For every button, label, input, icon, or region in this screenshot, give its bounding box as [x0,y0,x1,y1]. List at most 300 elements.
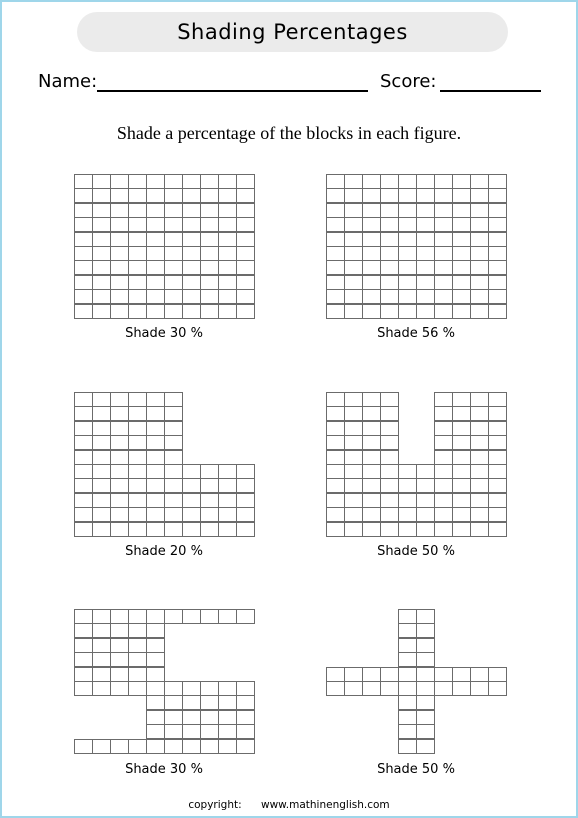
grid-cell[interactable] [128,275,147,290]
grid-cell[interactable] [74,421,93,436]
grid-cell[interactable] [92,435,111,450]
grid-cell[interactable] [236,246,255,261]
grid-cell[interactable] [218,522,237,537]
grid-cell[interactable] [146,406,165,421]
grid-cell[interactable] [92,652,111,667]
grid-cell[interactable] [416,739,435,754]
grid-cell[interactable] [398,478,417,493]
grid-cell[interactable] [470,260,489,275]
grid-cell[interactable] [470,667,489,682]
grid-cell[interactable] [218,493,237,508]
grid-cell[interactable] [164,695,183,710]
grid-cell[interactable] [326,478,345,493]
grid-cell[interactable] [164,188,183,203]
grid-cell[interactable] [398,275,417,290]
grid-cell[interactable] [488,435,507,450]
grid-cell[interactable] [128,304,147,319]
grid-cell[interactable] [362,289,381,304]
grid-cell[interactable] [74,304,93,319]
grid-cell[interactable] [416,507,435,522]
grid-cell[interactable] [380,478,399,493]
grid-cell[interactable] [146,667,165,682]
grid-cell[interactable] [398,493,417,508]
grid-cell[interactable] [182,174,201,189]
grid-cell[interactable] [470,478,489,493]
grid-cell[interactable] [74,478,93,493]
grid-cell[interactable] [236,739,255,754]
grid-cell[interactable] [110,493,129,508]
grid-cell[interactable] [128,623,147,638]
grid-cell[interactable] [128,478,147,493]
grid-cell[interactable] [236,289,255,304]
grid-cell[interactable] [434,232,453,247]
grid-cell[interactable] [398,464,417,479]
grid-cell[interactable] [110,246,129,261]
grid-cell[interactable] [488,667,507,682]
grid-cell[interactable] [416,304,435,319]
grid-cell[interactable] [452,217,471,232]
grid-cell[interactable] [380,667,399,682]
grid-cell[interactable] [110,174,129,189]
grid-cell[interactable] [200,710,219,725]
grid-cell[interactable] [92,289,111,304]
grid-cell[interactable] [470,421,489,436]
grid-cell[interactable] [344,217,363,232]
grid-cell[interactable] [164,435,183,450]
grid-cell[interactable] [128,421,147,436]
grid-cell[interactable] [434,289,453,304]
grid-cell[interactable] [92,260,111,275]
grid-cell[interactable] [380,464,399,479]
grid-cell[interactable] [110,203,129,218]
grid-cell[interactable] [452,667,471,682]
grid-cell[interactable] [344,174,363,189]
grid-cell[interactable] [362,406,381,421]
grid-cell[interactable] [344,522,363,537]
grid-cell[interactable] [218,188,237,203]
grid-cell[interactable] [92,739,111,754]
grid-cell[interactable] [128,681,147,696]
grid-cell[interactable] [416,464,435,479]
grid-cell[interactable] [146,695,165,710]
grid-cell[interactable] [92,421,111,436]
grid-cell[interactable] [398,203,417,218]
grid-cell[interactable] [236,188,255,203]
grid-cell[interactable] [164,421,183,436]
grid-cell[interactable] [110,450,129,465]
grid-cell[interactable] [182,260,201,275]
grid-cell[interactable] [362,217,381,232]
grid-cell[interactable] [416,522,435,537]
grid-cell[interactable] [164,710,183,725]
grid-cell[interactable] [218,724,237,739]
grid-cell[interactable] [344,289,363,304]
grid-cell[interactable] [236,695,255,710]
grid-cell[interactable] [434,421,453,436]
grid-cell[interactable] [416,203,435,218]
grid-cell[interactable] [74,609,93,624]
grid-cell[interactable] [182,493,201,508]
grid-cell[interactable] [452,464,471,479]
grid-cell[interactable] [218,710,237,725]
grid-cell[interactable] [182,739,201,754]
grid-cell[interactable] [398,724,417,739]
grid-cell[interactable] [146,493,165,508]
grid-cell[interactable] [200,681,219,696]
grid-cell[interactable] [236,275,255,290]
grid-cell[interactable] [74,652,93,667]
grid-cell[interactable] [74,450,93,465]
grid-cell[interactable] [164,681,183,696]
grid-cell[interactable] [128,450,147,465]
grid-cell[interactable] [164,724,183,739]
grid-cell[interactable] [146,478,165,493]
grid-cell[interactable] [74,275,93,290]
grid-cell[interactable] [164,493,183,508]
grid-cell[interactable] [200,232,219,247]
grid-cell[interactable] [452,681,471,696]
grid-cell[interactable] [200,739,219,754]
grid-cell[interactable] [128,464,147,479]
grid-cell[interactable] [92,392,111,407]
grid-cell[interactable] [398,522,417,537]
grid-cell[interactable] [452,188,471,203]
grid-cell[interactable] [326,681,345,696]
grid-cell[interactable] [326,232,345,247]
grid-cell[interactable] [488,217,507,232]
grid-cell[interactable] [128,493,147,508]
grid-cell[interactable] [146,217,165,232]
grid-cell[interactable] [398,623,417,638]
grid-cell[interactable] [92,174,111,189]
grid-cell[interactable] [218,681,237,696]
grid-cell[interactable] [146,304,165,319]
grid-cell[interactable] [200,464,219,479]
grid-cell[interactable] [200,478,219,493]
grid-cell[interactable] [146,275,165,290]
grid-cell[interactable] [200,188,219,203]
grid-cell[interactable] [362,667,381,682]
grid-cell[interactable] [398,667,417,682]
grid-cell[interactable] [200,507,219,522]
grid-cell[interactable] [92,609,111,624]
grid-cell[interactable] [362,435,381,450]
grid-cell[interactable] [128,217,147,232]
grid-cell[interactable] [488,188,507,203]
grid-cell[interactable] [326,507,345,522]
grid-cell[interactable] [74,260,93,275]
grid-cell[interactable] [416,667,435,682]
grid-cell[interactable] [218,275,237,290]
grid-cell[interactable] [236,304,255,319]
grid-cell[interactable] [434,304,453,319]
grid-cell[interactable] [182,507,201,522]
grid-cell[interactable] [416,232,435,247]
grid-cell[interactable] [470,174,489,189]
grid-cell[interactable] [380,232,399,247]
grid-cell[interactable] [398,681,417,696]
grid-cell[interactable] [470,464,489,479]
grid-cell[interactable] [164,392,183,407]
grid-cell[interactable] [326,217,345,232]
grid-cell[interactable] [182,681,201,696]
grid-cell[interactable] [398,739,417,754]
grid-cell[interactable] [434,392,453,407]
grid-cell[interactable] [452,478,471,493]
grid-cell[interactable] [182,478,201,493]
grid-cell[interactable] [344,478,363,493]
grid-cell[interactable] [164,739,183,754]
grid-cell[interactable] [326,174,345,189]
grid-cell[interactable] [380,174,399,189]
grid-cell[interactable] [200,724,219,739]
grid-cell[interactable] [344,493,363,508]
grid-cell[interactable] [92,406,111,421]
grid-cell[interactable] [146,464,165,479]
grid-cell[interactable] [74,739,93,754]
grid-cell[interactable] [218,507,237,522]
grid-cell[interactable] [110,609,129,624]
grid-cell[interactable] [416,289,435,304]
grid-cell[interactable] [200,174,219,189]
grid-cell[interactable] [146,421,165,436]
grid-cell[interactable] [434,174,453,189]
grid-cell[interactable] [362,260,381,275]
grid-cell[interactable] [362,188,381,203]
grid-cell[interactable] [74,493,93,508]
grid-cell[interactable] [218,739,237,754]
grid-cell[interactable] [74,217,93,232]
grid-cell[interactable] [110,392,129,407]
grid-cell[interactable] [182,289,201,304]
grid-cell[interactable] [362,392,381,407]
grid-cell[interactable] [164,478,183,493]
grid-cell[interactable] [398,695,417,710]
grid-cell[interactable] [92,522,111,537]
grid-cell[interactable] [110,289,129,304]
grid-cell[interactable] [200,289,219,304]
grid-cell[interactable] [200,609,219,624]
grid-cell[interactable] [92,188,111,203]
grid-cell[interactable] [92,246,111,261]
grid-cell[interactable] [128,739,147,754]
grid-cell[interactable] [488,203,507,218]
grid-cell[interactable] [488,406,507,421]
grid-cell[interactable] [182,724,201,739]
grid-cell[interactable] [380,260,399,275]
grid-cell[interactable] [326,667,345,682]
grid-cell[interactable] [488,174,507,189]
grid-cell[interactable] [326,392,345,407]
grid-cell[interactable] [200,695,219,710]
grid-cell[interactable] [128,652,147,667]
grid-cell[interactable] [470,188,489,203]
grid-cell[interactable] [398,289,417,304]
grid-cell[interactable] [326,450,345,465]
grid-cell[interactable] [344,421,363,436]
grid-cell[interactable] [92,478,111,493]
grid-cell[interactable] [380,188,399,203]
grid-cell[interactable] [128,203,147,218]
grid-cell[interactable] [236,174,255,189]
grid-cell[interactable] [128,260,147,275]
grid-cell[interactable] [218,232,237,247]
grid-cell[interactable] [398,304,417,319]
grid-cell[interactable] [110,421,129,436]
grid-cell[interactable] [362,681,381,696]
grid-cell[interactable] [182,522,201,537]
grid-cell[interactable] [164,464,183,479]
grid-cell[interactable] [470,275,489,290]
grid-cell[interactable] [488,275,507,290]
grid-cell[interactable] [344,507,363,522]
grid-cell[interactable] [164,304,183,319]
grid-cell[interactable] [398,188,417,203]
grid-cell[interactable] [164,275,183,290]
grid-cell[interactable] [452,260,471,275]
grid-cell[interactable] [398,710,417,725]
grid-cell[interactable] [488,421,507,436]
grid-cell[interactable] [344,232,363,247]
grid-cell[interactable] [416,260,435,275]
grid-cell[interactable] [398,609,417,624]
grid-cell[interactable] [146,623,165,638]
grid-cell[interactable] [146,522,165,537]
grid-cell[interactable] [146,289,165,304]
grid-cell[interactable] [470,435,489,450]
grid-cell[interactable] [434,464,453,479]
grid-cell[interactable] [398,246,417,261]
grid-cell[interactable] [416,652,435,667]
grid-cell[interactable] [416,493,435,508]
grid-cell[interactable] [164,507,183,522]
grid-cell[interactable] [74,522,93,537]
grid-cell[interactable] [380,435,399,450]
grid-cell[interactable] [362,174,381,189]
grid-cell[interactable] [344,304,363,319]
grid-cell[interactable] [164,260,183,275]
grid-cell[interactable] [110,681,129,696]
grid-cell[interactable] [452,450,471,465]
grid-cell[interactable] [398,217,417,232]
grid-cell[interactable] [236,522,255,537]
grid-cell[interactable] [182,695,201,710]
grid-cell[interactable] [92,507,111,522]
grid-cell[interactable] [218,174,237,189]
grid-cell[interactable] [110,217,129,232]
grid-cell[interactable] [470,507,489,522]
grid-cell[interactable] [200,217,219,232]
grid-cell[interactable] [380,304,399,319]
grid-cell[interactable] [164,289,183,304]
grid-cell[interactable] [470,217,489,232]
grid-cell[interactable] [434,681,453,696]
grid-cell[interactable] [488,246,507,261]
grid-cell[interactable] [128,507,147,522]
grid-cell[interactable] [416,217,435,232]
grid-cell[interactable] [218,695,237,710]
grid-cell[interactable] [146,203,165,218]
grid-cell[interactable] [164,522,183,537]
grid-cell[interactable] [470,450,489,465]
grid-cell[interactable] [344,188,363,203]
grid-cell[interactable] [236,217,255,232]
grid-cell[interactable] [200,246,219,261]
grid-cell[interactable] [92,464,111,479]
grid-cell[interactable] [416,695,435,710]
grid-cell[interactable] [380,289,399,304]
grid-cell[interactable] [218,609,237,624]
grid-cell[interactable] [434,217,453,232]
grid-cell[interactable] [182,217,201,232]
grid-cell[interactable] [200,275,219,290]
grid-cell[interactable] [326,406,345,421]
grid-cell[interactable] [434,450,453,465]
grid-cell[interactable] [110,652,129,667]
grid-cell[interactable] [344,246,363,261]
grid-cell[interactable] [128,174,147,189]
grid-cell[interactable] [74,246,93,261]
grid-cell[interactable] [164,609,183,624]
grid-cell[interactable] [74,232,93,247]
grid-cell[interactable] [416,681,435,696]
grid-cell[interactable] [434,493,453,508]
grid-cell[interactable] [218,464,237,479]
score-field[interactable] [440,90,541,92]
grid-cell[interactable] [236,203,255,218]
grid-cell[interactable] [344,464,363,479]
grid-cell[interactable] [362,421,381,436]
grid-cell[interactable] [128,667,147,682]
grid-cell[interactable] [362,464,381,479]
grid-cell[interactable] [344,203,363,218]
grid-cell[interactable] [218,260,237,275]
grid-cell[interactable] [488,289,507,304]
grid-cell[interactable] [146,724,165,739]
grid-cell[interactable] [362,507,381,522]
grid-cell[interactable] [182,232,201,247]
grid-cell[interactable] [488,507,507,522]
grid-cell[interactable] [128,188,147,203]
grid-cell[interactable] [380,522,399,537]
grid-cell[interactable] [434,246,453,261]
grid-cell[interactable] [416,246,435,261]
grid-cell[interactable] [218,304,237,319]
grid-cell[interactable] [110,638,129,653]
grid-cell[interactable] [110,739,129,754]
grid-cell[interactable] [146,638,165,653]
grid-cell[interactable] [218,289,237,304]
grid-cell[interactable] [416,623,435,638]
grid-cell[interactable] [488,392,507,407]
grid-cell[interactable] [146,435,165,450]
grid-cell[interactable] [344,260,363,275]
grid-cell[interactable] [398,507,417,522]
grid-cell[interactable] [344,392,363,407]
grid-cell[interactable] [182,188,201,203]
grid-cell[interactable] [398,232,417,247]
grid-cell[interactable] [452,507,471,522]
grid-cell[interactable] [362,304,381,319]
grid-cell[interactable] [236,681,255,696]
grid-cell[interactable] [236,232,255,247]
grid-cell[interactable] [110,406,129,421]
grid-cell[interactable] [92,203,111,218]
grid-cell[interactable] [380,392,399,407]
grid-cell[interactable] [452,522,471,537]
grid-cell[interactable] [74,667,93,682]
grid-cell[interactable] [74,406,93,421]
